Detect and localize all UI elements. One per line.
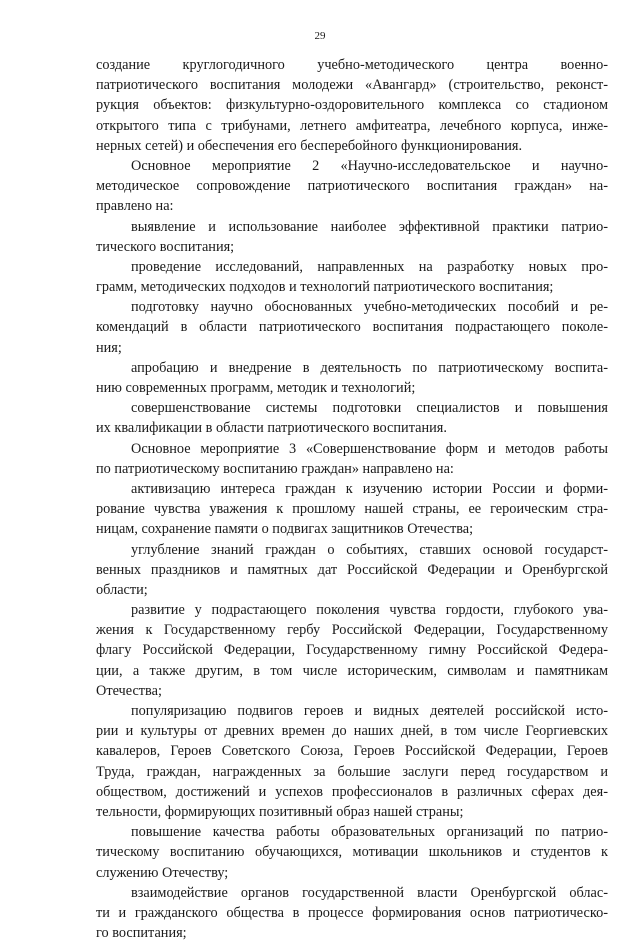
paragraph-line: повышение качества работы образовательных организаций по патрио- — [131, 824, 608, 841]
paragraph-line: ти и гражданского общества в процессе формирования основ патриотическо- — [96, 904, 608, 921]
paragraph — [96, 822, 608, 883]
paragraph-line: совершенствование системы подготовки специалистов и повышения — [131, 400, 608, 417]
paragraph-line: Основное мероприятие 3 «Совершенствование форм и методов работы — [131, 440, 608, 457]
paragraph — [96, 701, 608, 822]
paragraph-line: взаимодействие органов государственной власти Оренбургской облас- — [131, 884, 608, 901]
paragraph — [96, 479, 608, 540]
paragraph-line: жения к Государственному гербу Российской Федерации, Государственному — [96, 622, 608, 639]
paragraph-line: кавалеров, Героев Советского Союза, Героев Российской Федерации, Героев — [96, 743, 608, 760]
paragraph-line: Труда, граждан, награжденных за большие заслуги перед государством и — [96, 763, 608, 780]
document-body — [96, 55, 608, 943]
paragraph-line: тическому воспитанию обучающихся, мотивации школьников и студентов к — [96, 844, 608, 861]
paragraph-line: нию современных программ, методик и технологий; — [96, 380, 416, 396]
paragraph-line: обществом, достижений и успехов профессионалов в различных сферах дея- — [96, 783, 608, 800]
paragraph-line: тического воспитания; — [96, 238, 235, 255]
paragraph-line: венных праздников и памятных дат Российской Федерации и Оренбургской — [96, 561, 608, 578]
paragraph-line: флагу Российской Федерации, Государственному гимну Российской Федера- — [96, 642, 608, 659]
paragraph-line: их квалификации в области патриотического воспитания. — [96, 420, 447, 437]
paragraph-line: рукция объектов: физкультурно-оздоровительного комплекса со стадионом — [96, 97, 608, 114]
paragraph-line: ния; — [96, 339, 122, 356]
paragraph — [96, 439, 608, 479]
paragraph — [96, 217, 608, 257]
paragraph — [96, 257, 608, 297]
paragraph-line: углубление знаний граждан о событиях, ставших основой государст- — [131, 541, 608, 558]
paragraph-line: служению Отечеству; — [96, 864, 229, 881]
paragraph-line: области; — [96, 581, 148, 598]
paragraph-line: грамм, методических подходов и технологий патриотического воспитания; — [96, 279, 554, 296]
paragraph — [96, 883, 608, 943]
paragraph — [96, 55, 608, 156]
paragraph — [96, 156, 608, 217]
paragraph-line: правлено на: — [96, 198, 174, 215]
paragraph-line: по патриотическому воспитанию граждан» направлено на: — [96, 460, 454, 477]
paragraph-line: развитие у подрастающего поколения чувства гордости, глубокого ува- — [131, 602, 608, 619]
paragraph-line: патриотического воспитания молодежи «Авангард» (строительство, реконст- — [96, 77, 608, 94]
paragraph-line: ции, а также другим, в том числе историческим, символам и памятникам — [96, 662, 608, 679]
paragraph-line: рии и культуры от древних времен до наших дней, в том числе Георгиевских — [96, 723, 608, 740]
paragraph-line: выявление и использование наиболее эффективной практики патрио- — [131, 218, 608, 235]
paragraph-line: ницам, сохранение памяти о подвигах защитников Отечества; — [96, 521, 474, 538]
paragraph-line: нерных сетей) и обеспечения его бесперебойного функционирования. — [96, 137, 523, 154]
paragraph-line: апробацию и внедрение в деятельность по патриотическому воспита- — [131, 359, 608, 376]
paragraph — [96, 398, 608, 438]
paragraph-line: Отечества; — [96, 682, 162, 699]
paragraph-line: комендаций в области патриотического воспитания подрастающего поколе- — [96, 319, 608, 336]
paragraph-line: Основное мероприятие 2 «Научно-исследовательское и научно- — [131, 157, 608, 174]
paragraph-line: открытого типа с трибунами, летнего амфитеатра, лечебного корпуса, инже- — [96, 117, 608, 134]
paragraph-line: популяризацию подвигов героев и видных деятелей российской исто- — [131, 703, 608, 719]
paragraph-line: го воспитания; — [96, 925, 187, 942]
paragraph — [96, 358, 608, 398]
paragraph-line: проведение исследований, направленных на разработку новых про- — [131, 258, 608, 275]
paragraph-line: рование чувства уважения к прошлому нашей страны, ее героическим стра- — [96, 501, 608, 518]
page-number: 29 — [314, 30, 326, 42]
paragraph-line: создание круглогодичного учебно-методического центра военно- — [96, 57, 608, 73]
paragraph — [96, 540, 608, 601]
paragraph — [96, 297, 608, 358]
paragraph-line: тельности, формирующих позитивный образ нашей страны; — [96, 803, 464, 820]
paragraph-line: активизацию интереса граждан к изучению истории России и форми- — [131, 480, 608, 497]
paragraph-line: подготовку научно обоснованных учебно-методических пособий и ре- — [131, 299, 608, 316]
paragraph-line: методическое сопровождение патриотического воспитания граждан» на- — [96, 178, 608, 195]
paragraph — [96, 600, 608, 701]
